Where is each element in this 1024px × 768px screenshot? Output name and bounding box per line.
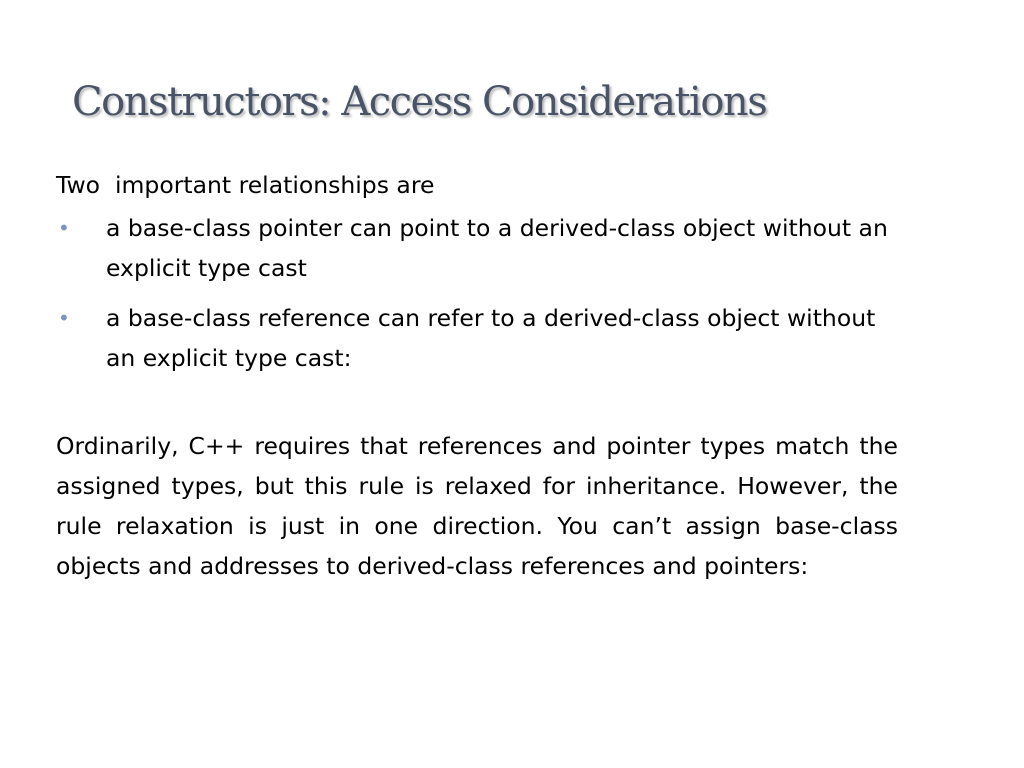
slide-body [56,165,898,586]
body-paragraph: Ordinarily, C++ requires that references and pointer types match the assigned types, but this rule is relaxed for inheritance. However, the rule relaxation is just in one direction. You can’t assign base-class objects and addresses to derived-class references and pointers: [56,432,898,580]
bullet-item [56,208,898,288]
bullet-icon: • [58,306,70,330]
bullet-list [56,208,898,378]
bullet-item [56,298,898,378]
bullet-text: a base-class pointer can point to a derived-class object without an explicit type cast [106,214,888,282]
intro-text: Two important relationships are [56,171,435,199]
slide-title: Constructors: Access Considerations [72,79,767,125]
bullet-text: a base-class reference can refer to a derived-class object without an explicit type cast: [106,304,876,372]
bullet-icon: • [58,216,70,240]
